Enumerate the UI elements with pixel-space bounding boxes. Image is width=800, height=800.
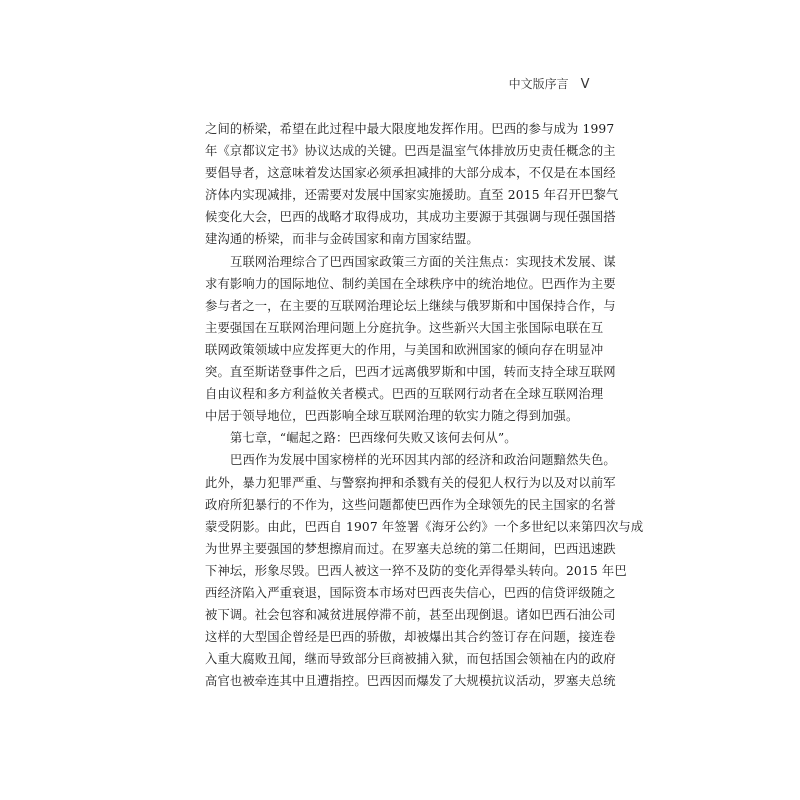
text-line: 巴西作为发展中国家榜样的光环因其内部的经济和政治问题黯然失色。 — [230, 453, 616, 468]
text-line: 这样的大型国企曾经是巴西的骄傲，却被爆出其合约签订存在问题，接连卷 — [205, 630, 616, 645]
text-line: 此外，暴力犯罪严重、与警察拘押和杀戮有关的侵犯人权行为以及对以前军 — [205, 475, 616, 490]
paragraph — [205, 251, 616, 428]
text-line: 济体内实现减排，还需要对发展中国家实施援助。直至 2015 年召开巴黎气 — [205, 188, 619, 203]
text-line: 主要强国在互联网治理问题上分庭抗争。这些新兴大国主张国际电联在互 — [205, 320, 604, 335]
text-line: 年《京都议定书》协议达成的关键。巴西是温室气体排放历史责任概念的主 — [205, 144, 616, 159]
text-line: 联网政策领域中应发挥更大的作用，与美国和欧洲国家的倾向存在明显冲 — [205, 342, 604, 357]
text-line: 互联网治理综合了巴西国家政策三方面的关注焦点：实现技术发展、谋 — [230, 254, 616, 269]
text-line: 蒙受阴影。由此，巴西自 1907 年签署《海牙公约》一个多世纪以来第四次与成 — [205, 519, 644, 534]
text-line: 第七章，“崛起之路：巴西缘何失败又该何去何从”。 — [230, 431, 517, 446]
text-line: 为世界主要强国的梦想擦肩而过。在罗塞夫总统的第二任期间，巴西迅速跌 — [205, 541, 616, 556]
text-line: 求有影响力的国际地位、制约美国在全球秩序中的统治地位。巴西作为主要 — [205, 276, 616, 291]
paragraph — [205, 118, 619, 251]
chapter-summary-heading — [205, 427, 597, 449]
running-head — [509, 75, 590, 92]
body-text — [205, 118, 644, 692]
text-line: 建沟通的桥梁，而非与金砖国家和南方国家结盟。 — [205, 232, 479, 247]
text-line: 被下调。社会包容和减贫进展停滞不前，甚至出现倒退。诸如巴西石油公司 — [205, 608, 616, 623]
text-line: 高官也被牵连其中且遭指控。巴西因而爆发了大规模抗议活动，罗塞夫总统 — [205, 674, 616, 689]
running-head-title: 中文版序言 — [508, 77, 569, 91]
text-line: 西经济陷入严重衰退，国际资本市场对巴西丧失信心，巴西的信贷评级随之 — [205, 585, 616, 600]
page-number: V — [580, 77, 590, 92]
text-line: 要倡导者，这意味着发达国家必须承担减排的大部分成本，不仅是在本国经 — [205, 166, 616, 181]
text-line: 参与者之一，在主要的互联网治理论坛上继续与俄罗斯和中国保持合作，与 — [205, 298, 616, 313]
text-line: 之间的桥梁，希望在此过程中最大限度地发挥作用。巴西的参与成为 1997 — [205, 122, 615, 136]
paragraph — [205, 449, 644, 692]
text-line: 候变化大会，巴西的战略才取得成功，其成功主要源于其强调与现任强国搭 — [205, 210, 616, 225]
text-line: 突。直至斯诺登事件之后，巴西才远离俄罗斯和中国，转而支持全球互联网 — [205, 365, 616, 380]
text-line: 自由议程和多方利益攸关者模式。巴西的互联网行动者在全球互联网治理 — [205, 387, 604, 402]
text-line: 下神坛，形象尽毁。巴西人被这一猝不及防的变化弄得晕头转向。2015 年巴 — [205, 563, 627, 578]
text-line: 政府所犯暴行的不作为，这些问题都使巴西作为全球领先的民主国家的名誉 — [205, 497, 616, 512]
text-line: 入重大腐败丑闻，继而导致部分巨商被捕入狱，而包括国会领袖在内的政府 — [205, 652, 616, 667]
text-line: 中居于领导地位，巴西影响全球互联网治理的软实力随之得到加强。 — [205, 409, 579, 424]
